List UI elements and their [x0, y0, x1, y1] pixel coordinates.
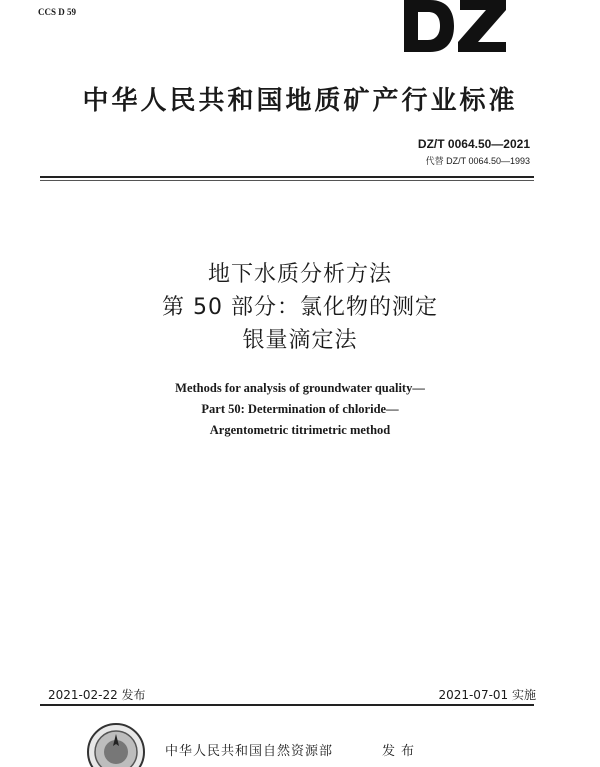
standard-number: DZ/T 0064.50—2021 [417, 137, 530, 151]
title-en-line-1: Methods for analysis of groundwater quality— [175, 381, 425, 395]
header-rule [40, 176, 534, 178]
title-cn-line-1: 地下水质分析方法 [207, 262, 392, 287]
implementation-date: 2021-07-01 实施 [438, 688, 536, 702]
title-en-line-2: Part 50: Determination of chloride— [201, 402, 399, 416]
org-title: 中华人民共和国地质矿产行业标准 [82, 86, 518, 116]
header-rule-thin [40, 180, 534, 181]
issuer-name: 中华人民共和国自然资源部 [165, 744, 334, 759]
issued-label: 发布 [382, 744, 421, 759]
title-en-line-3: Argentometric titrimetric method [209, 423, 391, 437]
ministry-seal-icon [86, 722, 146, 767]
replaces-note: 代替 DZ/T 0064.50—1993 [425, 156, 530, 166]
title-cn-line-2: 第 50 部分：氯化物的测定 [162, 295, 438, 320]
standard-block [418, 137, 530, 167]
dz-logo [396, 0, 510, 56]
title-english [0, 378, 600, 441]
title-cn-line-3: 银量滴定法 [242, 328, 358, 353]
title-chinese [0, 258, 600, 357]
issue-date: 2021-02-22 发布 [48, 688, 146, 702]
ccs-code: CCS D 59 [38, 7, 77, 17]
footer-rule [40, 704, 534, 706]
